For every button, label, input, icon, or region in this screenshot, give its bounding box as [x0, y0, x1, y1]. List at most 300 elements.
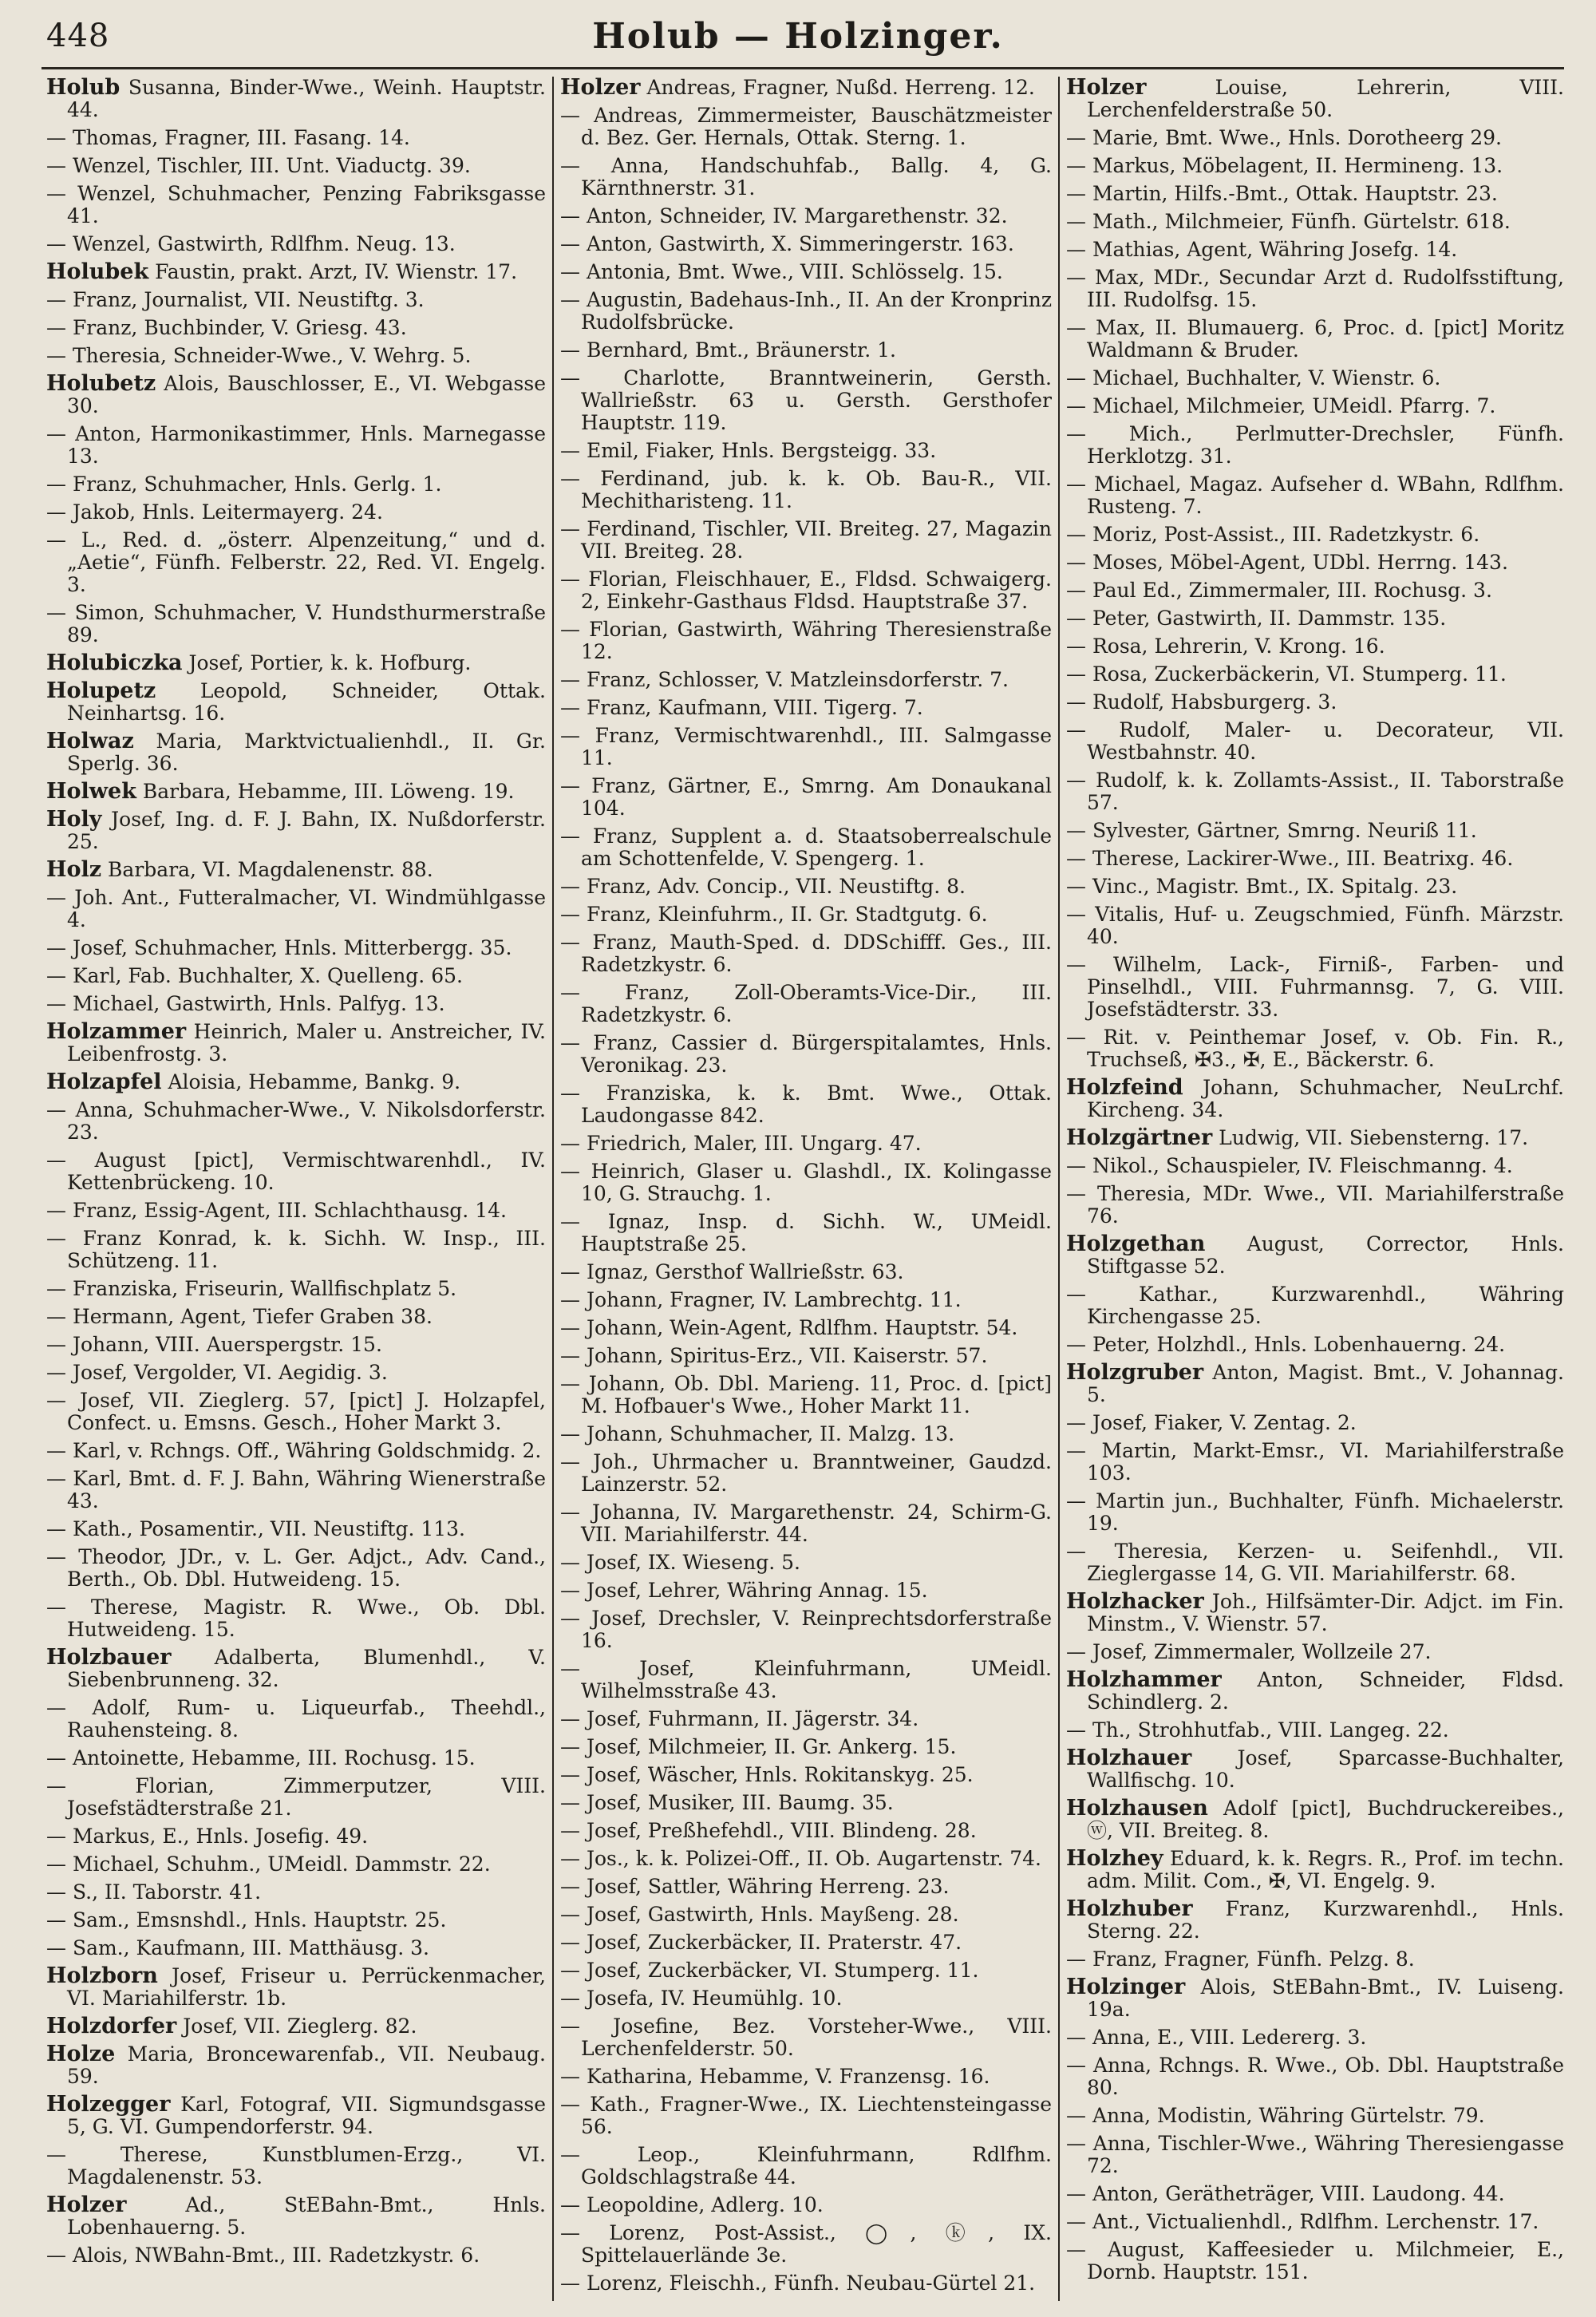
entry-headword: Holzborn: [46, 1963, 158, 1988]
entry-headword: Holub: [46, 77, 120, 100]
directory-entry: [560, 1373, 1052, 1417]
directory-entry: [1066, 1440, 1564, 1485]
entry-text: — Johann, Schuhmacher, II. Malzg. 13.: [560, 1422, 955, 1445]
directory-entry: [560, 367, 1052, 434]
entry-text: — Josef, Schuhmacher, Hnls. Mitterbergg. 35.: [46, 936, 512, 959]
entry-text: — Max, II. Blumauerg. 6, Proc. d. [pict] Moritz Waldmann & Bruder.: [1066, 316, 1564, 362]
entry-text: — Josef, Fuhrmann, II. Jägerstr. 34.: [560, 1707, 919, 1730]
directory-entry: [560, 440, 1052, 462]
directory-entry: [560, 1987, 1052, 2010]
directory-entry: [560, 903, 1052, 926]
entry-text: — Thomas, Fragner, III. Fasang. 14.: [46, 126, 410, 149]
entry-text: — August [pict], Vermischtwarenhdl., IV. Kettenbrückeng. 10.: [46, 1149, 546, 1194]
entry-text: — Josef, Fiaker, V. Zentag. 2.: [1066, 1411, 1357, 1434]
entry-text: — Anna, Schuhmacher-Wwe., V. Nikolsdorferstr. 23.: [46, 1098, 546, 1144]
entry-text: — Martin, Hilfs.-Bmt., Ottak. Hauptstr. 23.: [1066, 182, 1498, 205]
entry-text: — Rit. v. Peinthemar Josef, v. Ob. Fin. R., Truchseß, ✠3., ✠, E., Bäckerstr. 6.: [1066, 1026, 1564, 1071]
entry-text: — Peter, Holzhdl., Hnls. Lobenhauerng. 24.: [1066, 1333, 1506, 1356]
entry-text: — Lorenz, Post-Assist., ◯, ⓚ, IX. Spittelauerlände 3e.: [560, 2221, 1052, 2267]
entry-text: Josef, Sparcasse-Buchhalter, Wallfischg. 10.: [1087, 1746, 1564, 1792]
directory-entry: [1066, 211, 1564, 233]
entry-text: — Andreas, Zimmermeister, Bauschätzmeister d. Bez. Ger. Hernals, Ottak. Sterng. 1.: [560, 104, 1052, 149]
entry-headword: Holubiczka: [46, 650, 183, 675]
directory-entry: [46, 1071, 546, 1093]
directory-entry: [1066, 848, 1564, 870]
entry-text: — Katharina, Hebamme, V. Franzensg. 16.: [560, 2065, 990, 2088]
directory-entry: [46, 77, 546, 121]
entry-headword: Holzbauer: [46, 1645, 172, 1670]
entry-text: — Wilhelm, Lack-, Firniß-, Farben- und Pinselhdl., VIII. Fuhrmannsg. 7, G. VIII. Josefstädterstr. 33.: [1066, 953, 1564, 1021]
entry-text: — Ignaz, Insp. d. Sichh. W., UMeidl. Hauptstraße 25.: [560, 1210, 1052, 1255]
entry-text: Ludwig, VII. Siebensterng. 17.: [1212, 1126, 1529, 1149]
directory-entry: [46, 529, 546, 596]
entry-text: Barbara, VI. Magdalenenstr. 88.: [101, 858, 433, 881]
entry-text: — Rudolf, k. k. Zollamts-Assist., II. Taborstraße 57.: [1066, 769, 1564, 814]
directory-entry: [560, 468, 1052, 512]
entry-text: — Josef, Preßhefehdl., VIII. Blindeng. 28.: [560, 1819, 977, 1842]
entry-text: — August, Kaffeesieder u. Milchmeier, E., Dornb. Hauptstr. 151.: [1066, 2238, 1564, 2283]
directory-entry: [46, 2244, 546, 2267]
directory-entry: [1066, 2133, 1564, 2177]
entry-text: — Antonia, Bmt. Wwe., VIII. Schlösselg. 15.: [560, 260, 1003, 283]
directory-entry: [1066, 1719, 1564, 1742]
entry-text: — Anna, Tischler-Wwe., Währing Theresiengasse 72.: [1066, 2132, 1564, 2177]
entry-headword: Holzer: [560, 77, 641, 100]
directory-entry: [1066, 769, 1564, 814]
entry-text: Franz, Kurzwarenhdl., Hnls. Sterng. 22.: [1087, 1897, 1564, 1943]
directory-entry: [46, 373, 546, 417]
directory-entry: [46, 345, 546, 367]
directory-entry: [1066, 1747, 1564, 1792]
entry-text: Johann, Schuhmacher, NeuLrchf. Kircheng. 34.: [1087, 1076, 1564, 1121]
entry-text: — Leop., Kleinfuhrmann, Rdlfhm. Goldschlagstraße 44.: [560, 2143, 1052, 2188]
directory-entry: [560, 2066, 1052, 2088]
directory-entry: [46, 1697, 546, 1742]
entry-text: — Marie, Bmt. Wwe., Hnls. Dorotheerg 29.: [1066, 126, 1502, 149]
directory-entry: [560, 825, 1052, 870]
entry-text: — Vitalis, Huf- u. Zeugschmied, Fünfh. Märzstr. 40.: [1066, 903, 1564, 948]
directory-entry: [1066, 1641, 1564, 1663]
directory-entry: [46, 1362, 546, 1384]
entry-text: — Sam., Emsnshdl., Hnls. Hauptstr. 25.: [46, 1908, 447, 1931]
entry-headword: Holzfeind: [1066, 1075, 1183, 1100]
directory-entry: [46, 127, 546, 149]
directory-entry: [1066, 473, 1564, 518]
entry-text: — Michael, Magaz. Aufseher d. WBahn, Rdlfhm. Rusteng. 7.: [1066, 472, 1564, 518]
entry-text: — Franz, Gärtner, E., Smrng. Am Donaukanal 104.: [560, 774, 1052, 820]
entry-text: — Max, MDr., Secundar Arzt d. Rudolfsstiftung, III. Rudolfsg. 15.: [1066, 266, 1564, 311]
directory-entry: [46, 2043, 546, 2088]
entry-text: — Antoinette, Hebamme, III. Rochusg. 15.: [46, 1746, 476, 1769]
directory-entry: [1066, 524, 1564, 546]
directory-entry: [560, 1133, 1052, 1155]
directory-entry: [1066, 1026, 1564, 1071]
entry-text: — Johann, Spiritus-Erz., VII. Kaiserstr. 57.: [560, 1344, 988, 1367]
entry-text: — Therese, Kunstblumen-Erzg., VI. Magdalenenstr. 53.: [46, 2143, 546, 2188]
entry-text: — Rudolf, Maler- u. Decorateur, VII. Westbahnstr. 40.: [1066, 718, 1564, 764]
directory-entry: [560, 1848, 1052, 1870]
directory-entry: [46, 317, 546, 339]
entry-text: August, Corrector, Hnls. Stiftgasse 52.: [1087, 1232, 1564, 1278]
directory-entry: [1066, 820, 1564, 842]
entry-text: — Franz, Kaufmann, VIII. Tigerg. 7.: [560, 696, 923, 719]
directory-entry: [1066, 239, 1564, 261]
directory-entry: [1066, 317, 1564, 362]
directory-entry: [560, 669, 1052, 691]
directory-entry: [560, 2144, 1052, 2188]
directory-entry: [560, 1904, 1052, 1926]
directory-entry: [46, 602, 546, 646]
entry-text: Josef, Ing. d. F. J. Bahn, IX. Nußdorferstr. 25.: [67, 808, 546, 853]
entry-text: — Martin jun., Buchhalter, Fünfh. Michaelerstr. 19.: [1066, 1489, 1564, 1535]
entry-text: — Anna, Handschuhfab., Ballg. 4, G. Kärnthnerstr. 31.: [560, 154, 1052, 200]
entry-text: Karl, Fotograf, VII. Sigmundsgasse 5, G. VI. Gumpendorferstr. 94.: [67, 2093, 546, 2138]
entry-text: — Wenzel, Gastwirth, Rdlfhm. Neug. 13.: [46, 232, 456, 255]
entry-text: — Johann, Ob. Dbl. Marieng. 11, Proc. d. [pict] M. Hofbauer's Wwe., Hoher Markt 11.: [560, 1372, 1052, 1417]
entry-headword: Holupetz: [46, 678, 156, 703]
directory-entry: [1066, 183, 1564, 205]
directory-entry: [46, 1306, 546, 1328]
entry-text: — Franz, Vermischtwarenhdl., III. Salmgasse 11.: [560, 724, 1052, 769]
directory-entry: [560, 1931, 1052, 1954]
directory-entry: [560, 155, 1052, 200]
entry-text: Aloisia, Hebamme, Bankg. 9.: [161, 1070, 461, 1093]
directory-entry: [560, 2272, 1052, 2295]
directory-entry: [560, 931, 1052, 976]
entry-text: — Augustin, Badehaus-Inh., II. An der Kronprinz Rudolfsbrücke.: [560, 288, 1052, 334]
entry-text: — Josef, Drechsler, V. Reinprechtsdorferstraße 16.: [560, 1607, 1052, 1652]
entry-text: — Franz, Adv. Concip., VII. Neustiftg. 8.: [560, 875, 966, 898]
entry-text: — Josef, Sattler, Währing Herreng. 23.: [560, 1875, 950, 1898]
directory-entry: [1066, 635, 1564, 658]
entry-text: — Theresia, MDr. Wwe., VII. Mariahilferstraße 76.: [1066, 1182, 1564, 1228]
directory-entry: [46, 1228, 546, 1272]
entry-headword: Holzgruber: [1066, 1360, 1204, 1385]
directory-entry: [560, 261, 1052, 283]
directory-entry: [1066, 903, 1564, 948]
page-number: 448: [46, 18, 110, 54]
directory-entry: [560, 775, 1052, 820]
entry-text: — Karl, Fab. Buchhalter, X. Quelleng. 65.: [46, 964, 463, 987]
entry-headword: Holubetz: [46, 371, 156, 396]
directory-entry: [560, 1289, 1052, 1311]
entry-text: — Franz, Kleinfuhrm., II. Gr. Stadtgutg. 6.: [560, 903, 988, 926]
entry-text: — Johann, VIII. Auerspergstr. 15.: [46, 1333, 382, 1356]
directory-entry: [560, 1211, 1052, 1255]
directory-entry: [1066, 1848, 1564, 1892]
directory-entry: [46, 2094, 546, 2138]
entry-text: Faustin, prakt. Arzt, IV. Wienstr. 17.: [148, 260, 518, 283]
directory-entry: [46, 1200, 546, 1222]
entry-headword: Holwaz: [46, 729, 134, 753]
directory-entry: [560, 697, 1052, 719]
directory-entry: [560, 233, 1052, 255]
directory-entry: [560, 1160, 1052, 1205]
entry-headword: Holzinger: [1066, 1975, 1186, 1999]
directory-entry: [1066, 267, 1564, 311]
entry-headword: Holzammer: [46, 1019, 187, 1044]
directory-entry: [560, 2194, 1052, 2216]
entry-text: Adalberta, Blumenhdl., V. Siebenbrunneng. 32.: [67, 1646, 546, 1691]
entry-text: — Markus, E., Hnls. Josefig. 49.: [46, 1825, 369, 1848]
entry-text: Josef, VII. Zieglerg. 82.: [176, 2015, 417, 2038]
entry-headword: Holzegger: [46, 2092, 171, 2117]
entry-text: — Theresia, Schneider-Wwe., V. Wehrg. 5.: [46, 344, 472, 367]
entry-text: — Michael, Schuhm., UMeidl. Dammstr. 22.: [46, 1852, 491, 1876]
directory-entry: [560, 568, 1052, 613]
entry-text: — Math., Milchmeier, Fünfh. Gürtelstr. 618.: [1066, 210, 1511, 233]
directory-entry: [46, 1440, 546, 1462]
directory-entry: [560, 982, 1052, 1026]
entry-text: Alois, Bauschlosser, E., VI. Webgasse 30.: [67, 372, 546, 417]
entry-text: — Rudolf, Habsburgerg. 3.: [1066, 690, 1337, 714]
directory-entry: [46, 1853, 546, 1876]
directory-entry: [560, 1580, 1052, 1602]
entry-text: — Kath., Fragner-Wwe., IX. Liechtensteingasse 56.: [560, 2093, 1052, 2138]
directory-entry: [46, 781, 546, 803]
directory-entry: [560, 1959, 1052, 1982]
directory-entry: [46, 501, 546, 524]
entry-text: — Josef, IX. Wieseng. 5.: [560, 1551, 800, 1574]
entry-text: — Anton, Gastwirth, X. Simmeringerstr. 163.: [560, 232, 1014, 255]
entry-text: Adolf [pict], Buchdruckereibes., ⓦ, VII. Breiteg. 8.: [1087, 1797, 1564, 1842]
entry-headword: Holzhauer: [1066, 1746, 1192, 1770]
entry-text: — Anton, Gerätheträger, VIII. Laudong. 44.: [1066, 2182, 1505, 2205]
directory-entry: [46, 183, 546, 227]
entry-text: — Leopoldine, Adlerg. 10.: [560, 2193, 824, 2216]
entry-text: — Franz, Schuhmacher, Hnls. Gerlg. 1.: [46, 472, 442, 496]
directory-entry: [46, 1747, 546, 1769]
entry-headword: Holze: [46, 2042, 116, 2066]
entry-text: — Josef, Wäscher, Hnls. Rokitanskyg. 25.: [560, 1763, 974, 1786]
column-2: [554, 77, 1060, 2301]
directory-entry: [560, 1552, 1052, 1574]
directory-entry: [560, 1607, 1052, 1652]
entry-headword: Holy: [46, 807, 102, 832]
entry-text: — Emil, Fiaker, Hnls. Bergsteigg. 33.: [560, 439, 937, 462]
directory-entry: [46, 1468, 546, 1512]
directory-entry: [560, 1317, 1052, 1339]
entry-text: — Rosa, Lehrerin, V. Krong. 16.: [1066, 635, 1385, 658]
entry-text: — Ant., Victualienhdl., Rdlfhm. Lerchenstr. 17.: [1066, 2210, 1539, 2233]
directory-entry: [1066, 395, 1564, 417]
directory-entry: [46, 1334, 546, 1356]
entry-text: Josef, Friseur u. Perrückenmacher, VI. Mariahilferstr. 1b.: [67, 1964, 546, 2010]
entry-text: — Anna, Modistin, Währing Gürtelstr. 79.: [1066, 2104, 1485, 2127]
entry-text: — Bernhard, Bmt., Bräunerstr. 1.: [560, 338, 896, 362]
directory-entry: [560, 105, 1052, 149]
directory-entry: [46, 1647, 546, 1691]
entry-text: — Moses, Möbel-Agent, UDbl. Herrng. 143.: [1066, 551, 1508, 574]
entry-text: — Hermann, Agent, Tiefer Graben 38.: [46, 1305, 433, 1328]
directory-entry: [46, 730, 546, 775]
directory-entry: [560, 77, 1052, 99]
entry-headword: Holzhausen: [1066, 1796, 1208, 1821]
directory-entry: [46, 1021, 546, 1066]
entry-text: — Florian, Fleischhauer, E., Fldsd. Schwaigerg. 2, Einkehr-Gasthaus Fldsd. Hauptstraße 37.: [560, 567, 1052, 613]
column-3: [1060, 77, 1564, 2301]
entry-text: Heinrich, Maler u. Anstreicher, IV. Leibenfrostg. 3.: [67, 1020, 546, 1066]
entry-text: — Rosa, Zuckerbäckerin, VI. Stumperg. 11.: [1066, 662, 1507, 686]
directory-entry: [1066, 367, 1564, 389]
entry-headword: Holzer: [1066, 77, 1147, 100]
directory-entry: [46, 887, 546, 931]
entry-text: — Friedrich, Maler, III. Ungarg. 47.: [560, 1132, 922, 1155]
entry-text: — Wenzel, Schuhmacher, Penzing Fabriksgasse 41.: [46, 182, 546, 227]
directory-entry: [560, 1501, 1052, 1546]
entry-text: — Josef, Kleinfuhrmann, UMeidl. Wilhelmsstraße 43.: [560, 1657, 1052, 1702]
directory-entry: [560, 1032, 1052, 1077]
directory-entry: [1066, 155, 1564, 177]
directory-entry: [560, 1082, 1052, 1127]
entry-text: — Anton, Harmonikastimmer, Hnls. Marnegasse 13.: [46, 422, 546, 468]
entry-text: — Peter, Gastwirth, II. Dammstr. 135.: [1066, 607, 1447, 630]
entry-text: — Anna, E., VIII. Ledererg. 3.: [1066, 2026, 1367, 2049]
directory-entry: [46, 1965, 546, 2010]
entry-text: Maria, Broncewarenfab., VII. Neubaug. 59.: [67, 2042, 546, 2088]
entry-text: — Markus, Möbelagent, II. Hermineng. 13.: [1066, 154, 1503, 177]
directory-entry: [560, 1658, 1052, 1702]
entry-text: — Michael, Milchmeier, UMeidl. Pfarrg. 7.: [1066, 394, 1496, 417]
entry-text: — Franz, Supplent a. d. Staatsoberrealschule am Schottenfelde, V. Spengerg. 1.: [560, 824, 1052, 870]
directory-entry: [560, 1261, 1052, 1283]
columns: [46, 77, 1564, 2301]
entry-text: — Ferdinand, Tischler, VII. Breiteg. 27, Magazin VII. Breiteg. 28.: [560, 517, 1052, 563]
directory-entry: [46, 937, 546, 959]
entry-text: — Josef, Zuckerbäcker, II. Praterstr. 47.: [560, 1931, 962, 1954]
directory-entry: [46, 233, 546, 255]
directory-entry: [46, 859, 546, 881]
entry-text: — Karl, Bmt. d. F. J. Bahn, Währing Wienerstraße 43.: [46, 1467, 546, 1512]
directory-entry: [1066, 1669, 1564, 1714]
entry-text: — Michael, Buchhalter, V. Wienstr. 6.: [1066, 366, 1441, 389]
entry-text: — Franz, Fragner, Fünfh. Pelzg. 8.: [1066, 1947, 1415, 1971]
directory-entry: [1066, 579, 1564, 602]
directory-entry: [1066, 719, 1564, 764]
entry-text: — Martin, Markt-Emsr., VI. Mariahilferstraße 103.: [1066, 1439, 1564, 1485]
entry-headword: Holwek: [46, 779, 136, 804]
directory-entry: [1066, 2026, 1564, 2049]
entry-text: — Paul Ed., Zimmermaler, III. Rochusg. 3.: [1066, 579, 1492, 602]
entry-text: — Ferdinand, jub. k. k. Ob. Bau-R., VII. Mechitharisteng. 11.: [560, 467, 1052, 512]
column-1: [46, 77, 554, 2301]
entry-headword: Holz: [46, 857, 102, 882]
entry-text: — Josef, Musiker, III. Baumg. 35.: [560, 1791, 894, 1814]
entry-text: — Ignaz, Gersthof Wallrießstr. 63.: [560, 1260, 904, 1283]
directory-entry: [46, 1390, 546, 1434]
entry-text: — Johann, Wein-Agent, Rdlfhm. Hauptstr. 54.: [560, 1316, 1018, 1339]
directory-entry: [560, 1708, 1052, 1730]
directory-entry: [560, 518, 1052, 563]
entry-headword: Holubek: [46, 259, 149, 284]
directory-entry: [1066, 423, 1564, 468]
directory-entry: [46, 2015, 546, 2038]
directory-entry: [560, 725, 1052, 769]
directory-entry: [1066, 1797, 1564, 1842]
entry-text: — Johann, Fragner, IV. Lambrechtg. 11.: [560, 1288, 962, 1311]
entry-headword: Holzhammer: [1066, 1667, 1222, 1692]
directory-entry: [1066, 1898, 1564, 1943]
entry-text: — Mich., Perlmutter-Drechsler, Fünfh. Herklotzg. 31.: [1066, 422, 1564, 468]
entry-text: — Jakob, Hnls. Leitermayerg. 24.: [46, 500, 383, 524]
entry-text: — Florian, Gastwirth, Währing Theresienstraße 12.: [560, 618, 1052, 663]
entry-text: — Josef, Milchmeier, II. Gr. Ankerg. 15.: [560, 1735, 957, 1758]
directory-entry: [560, 619, 1052, 663]
entry-headword: Holzhacker: [1066, 1589, 1204, 1614]
directory-entry: [1066, 2105, 1564, 2127]
directory-entry: [1066, 1334, 1564, 1356]
directory-entry: [1066, 607, 1564, 630]
directory-entry: [560, 876, 1052, 898]
entry-headword: Holzapfel: [46, 1070, 162, 1094]
directory-entry: [1066, 1283, 1564, 1328]
header-rule: [41, 67, 1564, 69]
entry-text: — Sam., Kaufmann, III. Matthäusg. 3.: [46, 1936, 429, 1959]
directory-entry: [1066, 552, 1564, 574]
entry-text: — Joh., Uhrmacher u. Branntweiner, Gaudzd. Lainzerstr. 52.: [560, 1450, 1052, 1496]
directory-entry: [560, 1876, 1052, 1898]
directory-entry: [46, 1099, 546, 1144]
entry-text: — Florian, Zimmerputzer, VIII. Josefstädterstraße 21.: [46, 1774, 546, 1820]
entry-text: Alois, StEBahn-Bmt., IV. Luiseng. 19a.: [1087, 1975, 1564, 2021]
directory-entry: [560, 2222, 1052, 2267]
directory-entry: [1066, 663, 1564, 686]
directory-entry: [46, 809, 546, 853]
directory-entry: [46, 1596, 546, 1641]
directory-entry: [46, 1546, 546, 1591]
entry-text: — Josef, Zuckerbäcker, VI. Stumperg. 11.: [560, 1959, 979, 1982]
directory-entry: [1066, 691, 1564, 714]
entry-text: — Nikol., Schauspieler, IV. Fleischmanng. 4.: [1066, 1154, 1513, 1177]
directory-entry: [560, 1345, 1052, 1367]
entry-text: — Franz, Schlosser, V. Matzleinsdorferstr. 7.: [560, 668, 1009, 691]
running-head: Holub — Holzinger.: [592, 16, 1004, 57]
entry-text: — Franziska, k. k. Bmt. Wwe., Ottak. Laudongasse 842.: [560, 1081, 1052, 1127]
entry-text: — Josef, VII. Zieglerg. 57, [pict] J. Holzapfel, Confect. u. Emsns. Gesch., Hoher Markt 3.: [46, 1389, 546, 1434]
entry-text: Maria, Marktvictualienhdl., II. Gr. Sperlg. 36.: [67, 729, 546, 775]
directory-entry: [1066, 1127, 1564, 1149]
entry-text: Susanna, Binder-Wwe., Weinh. Hauptstr. 44.: [67, 77, 546, 121]
entry-headword: Holzgärtner: [1066, 1125, 1213, 1150]
directory-entry: [1066, 127, 1564, 149]
entry-text: — Alois, NWBahn-Bmt., III. Radetzkystr. 6.: [46, 2244, 480, 2267]
directory-entry: [1066, 1362, 1564, 1406]
entry-text: — Wenzel, Tischler, III. Unt. Viaductg. 39.: [46, 154, 471, 177]
entry-text: Anton, Schneider, Fldsd. Schindlerg. 2.: [1087, 1668, 1564, 1714]
directory-entry: [46, 1909, 546, 1931]
entry-text: — Franz, Cassier d. Bürgerspitalamtes, Hnls. Veronikag. 23.: [560, 1031, 1052, 1077]
directory-entry: [1066, 2183, 1564, 2205]
directory-entry: [46, 473, 546, 496]
directory-entry: [46, 1775, 546, 1820]
directory-entry: [560, 2094, 1052, 2138]
directory-entry: [46, 965, 546, 987]
entry-text: — Kathar., Kurzwarenhdl., Währing Kirchengasse 25.: [1066, 1283, 1564, 1328]
directory-entry: [560, 1423, 1052, 1445]
directory-entry: [46, 993, 546, 1015]
directory-entry: [560, 205, 1052, 227]
directory-entry: [1066, 1540, 1564, 1585]
entry-text: — Joh. Ant., Futteralmacher, VI. Windmühlgasse 4.: [46, 886, 546, 931]
entry-text: — Josefa, IV. Heumühlg. 10.: [560, 1987, 843, 2010]
entry-text: — Charlotte, Branntweinerin, Gersth. Wallrießstr. 63 u. Gersth. Gersthofer Hauptstr. 119.: [560, 366, 1052, 434]
directory-entry: [560, 289, 1052, 334]
directory-entry: [1066, 1233, 1564, 1278]
entry-text: — Simon, Schuhmacher, V. Hundsthurmerstraße 89.: [46, 601, 546, 646]
entry-headword: Holzhuber: [1066, 1896, 1193, 1921]
entry-text: Josef, Portier, k. k. Hofburg.: [182, 651, 472, 674]
entry-headword: Holzhey: [1066, 1846, 1163, 1871]
